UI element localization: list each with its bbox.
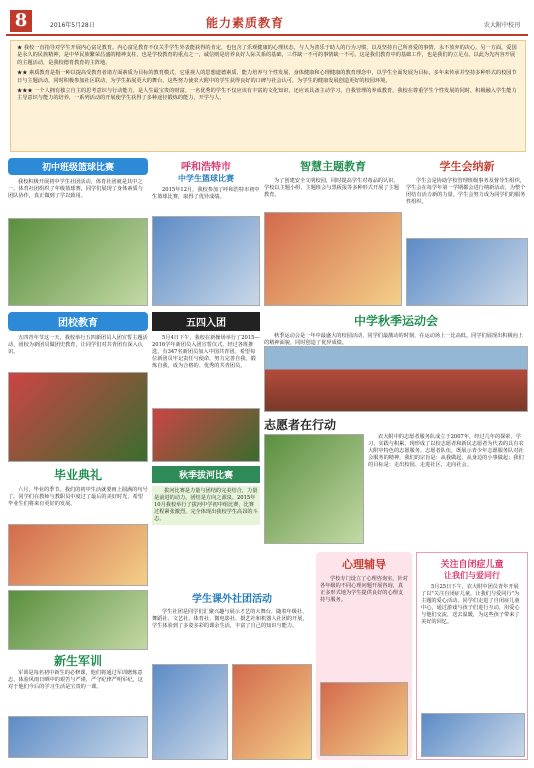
may-fourth-photo	[152, 408, 260, 462]
section-title: 秋季拔河比赛	[152, 466, 260, 483]
section-title: 团校教育	[8, 312, 148, 331]
intro-box	[10, 40, 526, 152]
student-union-photo	[406, 238, 528, 306]
section-autism	[416, 552, 528, 760]
section-title: 关注自闭症儿童	[440, 560, 504, 570]
clubs-photo-1	[152, 664, 228, 760]
issue-date: 2016年5月28日	[50, 22, 95, 29]
section-title: 呼和浩特市	[181, 162, 231, 173]
wisdom-photo	[264, 212, 402, 306]
publication-name: 农大附中校刊	[483, 22, 520, 29]
section-title: 中学秋季运动会	[353, 314, 438, 328]
youth-league-photo	[8, 372, 148, 462]
section-title: 新生军训	[53, 654, 102, 668]
intro-paragraph-3: ★★★ 一个人拥有独立自主的思考意识与行动能力，是人生最宝贵的财富。一名优秀的学生不仅应该有丰富的文化知识，还应该具备主动学习、自我管理的养成教育，我校在尊重学生个性发展的同时，积极融入学生能力主导意识与能力的培养，一系列活动的开展使学生获得了多种途径锻炼的能力，开学与人。	[17, 88, 517, 102]
section-clubs	[152, 590, 312, 760]
volunteers-photo	[264, 434, 364, 544]
counseling-photo	[320, 682, 408, 756]
section-title: 毕业典礼	[53, 468, 102, 482]
section-text: 农大附中的志愿者服务队成立于2007年，经过几年的探索、学习、实践与积累，现形成了以校志愿者和新民志愿者为代表的具有农大附中特色的志愿服务。志愿者队伍，既展示青少年志愿服务队对社会服务的精神，我们的宗旨是：从我做起，从身边的小事做起；我们的目标是：走出校园、走进社区、走向社会。	[368, 434, 524, 468]
military-photo-2	[8, 716, 148, 758]
hohhot-photo	[152, 216, 260, 306]
basketball-photo	[8, 218, 148, 306]
section-title: 能力素质教育	[206, 16, 285, 30]
section-text: 5月4日下午，我校在新操场举行了2015—2016学年新团员入团宣誓仪式。经过各班推选，有347名新团员加入中国共青团。希望每位新团员牢记责任与使命，努力完善自我，锻炼自我，成为合格的、优秀的共青团员。	[152, 335, 260, 369]
section-subtitle: 中学生篮球比赛	[178, 173, 234, 183]
section-autumn-sports	[264, 312, 528, 412]
section-text: 拔河比赛是力量与团结的完美结合，力量是前进的动力，团结是方向之源泉。2015年10月我校举行了拔河中学初中组比赛，比赛过程紧张激烈，完全体现出我校学生高昂的斗志。	[152, 486, 260, 525]
intro-paragraph-1: ★ 我校一直指导对学生开展内心富足教育。内心富足教育不仅关乎学生外表能获得的肯定，也包含了乐观健康的心理状态，与人为善乐于助人的行为习惯，以及坚持自己所喜爱的事情，永不放弃的决心。另一方面，爱国是永久的民族精神，是中华民族繁荣昌盛的精神支柱，也是学校教育的重点之一，诚信则是培养良好人际关系的基础，三件缺一不可的事情缺一不可。这是我们教育中的基础工作，也是我们的立足点。以此为先内容开展的主题活动，是我校德育教育的主阵地。	[17, 45, 517, 66]
section-class-basketball	[8, 158, 148, 308]
autism-photo	[421, 713, 525, 757]
section-text: 秋季运动会是一年中最盛大的校园活动，同学们最激动的时刻，在运动场上一比高低。同学们展现出积极向上的精神面貌，同时创造了优异成绩。	[264, 333, 524, 346]
intro-paragraph-2: ★★ 素质教育是指一种以提高受教育者诸方面素质为目标的教育模式，它重视人的思想道德素质、能力培养与个性发展、身体健康和心理健康的教育理念中，以学生全面发展为目标，多年来传承并坚持多种形式的校园节日与主题活动，同时积极参加社区联动，为学生拓展更大的舞台，这些努力使农大附中的学生获得良好的口碑与社会认可，为学生的健康发展创造更好的校园环境。	[17, 70, 517, 84]
section-wisdom	[264, 158, 402, 308]
section-title: 志愿者在行动	[264, 418, 337, 432]
section-text: 为了创建安全文明校园，同时提高学生对毒品的认识，学校以主题小组、主题班会与黑板报等多种形式开展了主题教育。	[264, 178, 399, 198]
section-text: 5月25日下午，农大附中团员青年开展了以"关注自闭症儿童，让我们与爱同行"为主题的爱心活动。同学们走进了自闭症儿童中心，通过游戏与孩子们进行互动，用爱心与他们交流，送去温暖，为这些孩子带来了美好的回忆。	[421, 584, 520, 625]
section-may-fourth	[152, 312, 260, 462]
section-tug-of-war	[152, 466, 260, 586]
section-youth-league	[8, 312, 148, 462]
section-title: 学生课外社团活动	[192, 594, 272, 605]
section-volunteers	[264, 416, 528, 548]
section-text: 学生社团是同学们汇聚兴趣与展示才艺的大舞台，随着年级社、舞蹈社、文艺社、体育社、微电影社、摄艺社和机器人社团的开展，学生体验到了多姿多彩的课余生活，丰富了自己的知识与能力。	[152, 609, 308, 629]
section-graduation	[8, 466, 148, 586]
section-text: 我校积极开展初中学生社团活动，体育社团就是其中之一。体育社团组织了年级篮球赛，同学们展现了身体素质与团队协作，真正做到了学以致用。	[8, 179, 143, 199]
section-student-union	[406, 158, 528, 308]
page-header	[6, 6, 528, 36]
section-title: 学生会纳新	[439, 160, 495, 173]
section-military-training	[8, 590, 148, 760]
section-title: 智慧主题教育	[300, 160, 366, 173]
military-photo	[8, 590, 148, 650]
section-text: 学生会是协助学校管理班级事务及督导生组织，学生会在每学年第一学期都会进行纳新活动，为整个团结有活力新的力量。学生会努力成为同学们的服务性组织。	[406, 178, 526, 205]
section-text: 六月，毕业的季节。我们的初中生活就要画上圆满的句号了。同学们在教师与教职员中度过了最后的美好时光，希望毕业生们将来有更好的发展。	[8, 487, 148, 507]
section-title: 五四入团	[152, 312, 260, 331]
section-subtitle: 让我们与爱同行	[444, 570, 500, 580]
section-title: 心理辅导	[342, 558, 386, 571]
section-text: 军训是每名初中新生的必修课，他们将通过军训磨炼意志，体验风雨日晒中的艰苦与严谨，严守纪律严明军纪，这对于他们今后的学习生活是宝贵的一课。	[8, 670, 143, 690]
page-number: 8	[10, 10, 32, 32]
autumn-sports-photo	[264, 346, 528, 412]
graduation-photo	[8, 524, 148, 586]
section-text: 2015年12月，我校参加了呼和浩特市初中生篮球比赛，取得了优异成绩。	[152, 187, 260, 200]
section-text: 五四青年节这一天，我校举行五四新团员入团宣誓主题活动，团校为新团员做团史教育，让同学们对共青团有深入认识。	[8, 335, 148, 355]
section-counseling	[316, 552, 412, 760]
section-hohhot-basketball	[152, 158, 260, 308]
clubs-photo-2	[232, 664, 312, 760]
section-title: 初中班级篮球比赛	[8, 158, 148, 175]
section-text: 学校专门设立了心理咨询室，针对各年级的不同心理问题开展咨询，真正多形式地为学生提供良好的心理支持与服务。	[320, 576, 408, 603]
